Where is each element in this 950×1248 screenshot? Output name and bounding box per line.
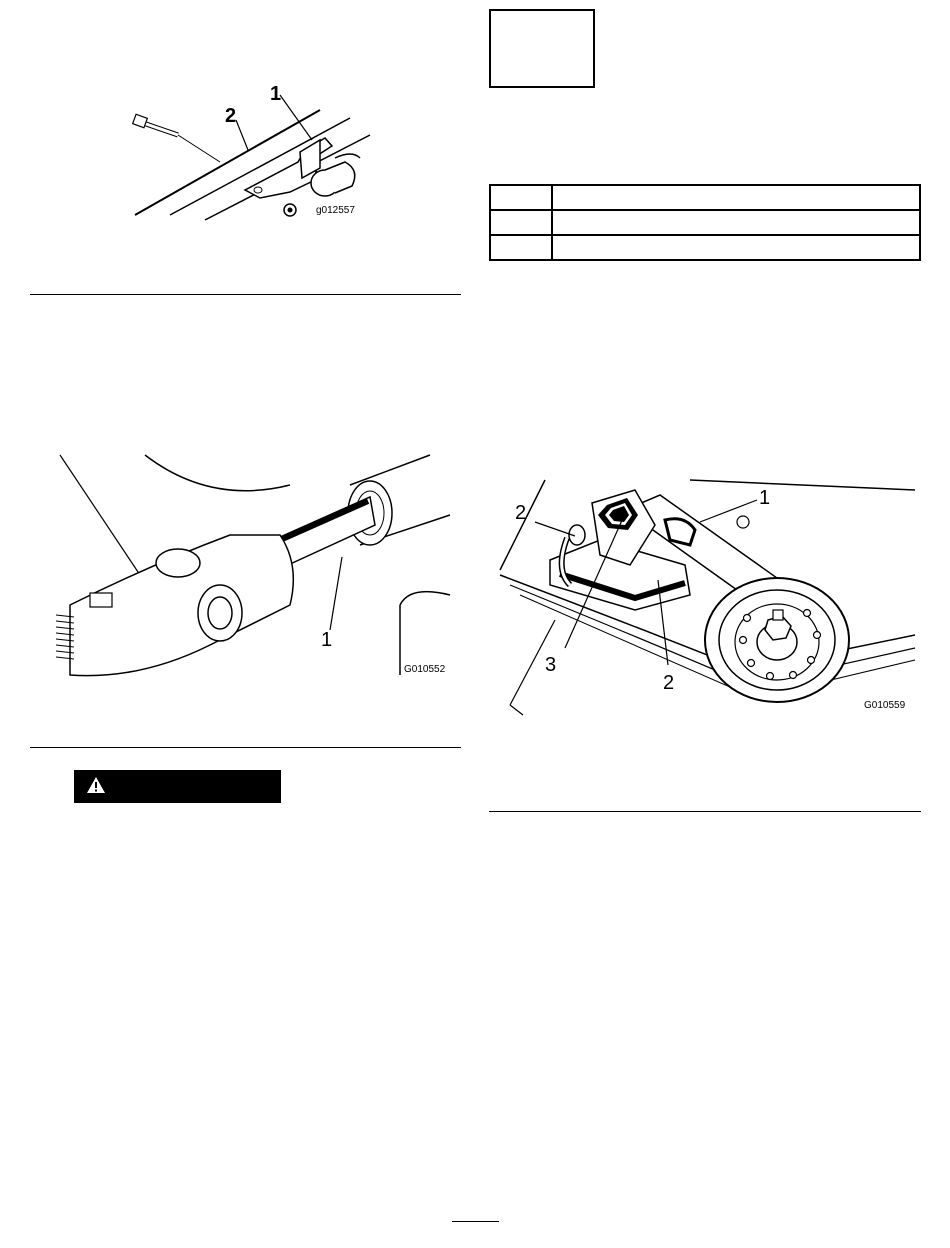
callout-2: 2 [225,105,237,127]
table-row [490,185,920,210]
figure-code: G010552 [404,664,446,675]
table-cell [490,235,552,260]
callout-3: 3 [545,654,557,676]
parts-table [489,184,921,261]
warning-banner [74,770,281,803]
callout-1: 1 [321,629,333,651]
section-rule [489,811,921,812]
figure-code: g012557 [316,205,355,216]
table-cell [552,235,920,260]
figure-placeholder-box [489,9,595,88]
section-rule [30,294,461,295]
idler-pulley-illustration [495,470,920,720]
figure-idler-pulley [495,470,920,720]
table-cell [552,185,920,210]
driveshaft-illustration [30,445,460,700]
page-number-rule [452,1221,499,1222]
figure-driveshaft [30,445,460,700]
table-cell [490,210,552,235]
callout-2: 2 [515,502,527,524]
callout-1: 1 [270,83,282,105]
table-cell [490,185,552,210]
callout-1: 1 [759,487,771,509]
table-row [490,210,920,235]
table-cell [552,210,920,235]
table-row [490,235,920,260]
figure-code: G010559 [864,700,906,711]
callout-2: 2 [663,672,675,694]
section-rule [30,747,461,748]
warning-triangle-icon [86,776,106,794]
